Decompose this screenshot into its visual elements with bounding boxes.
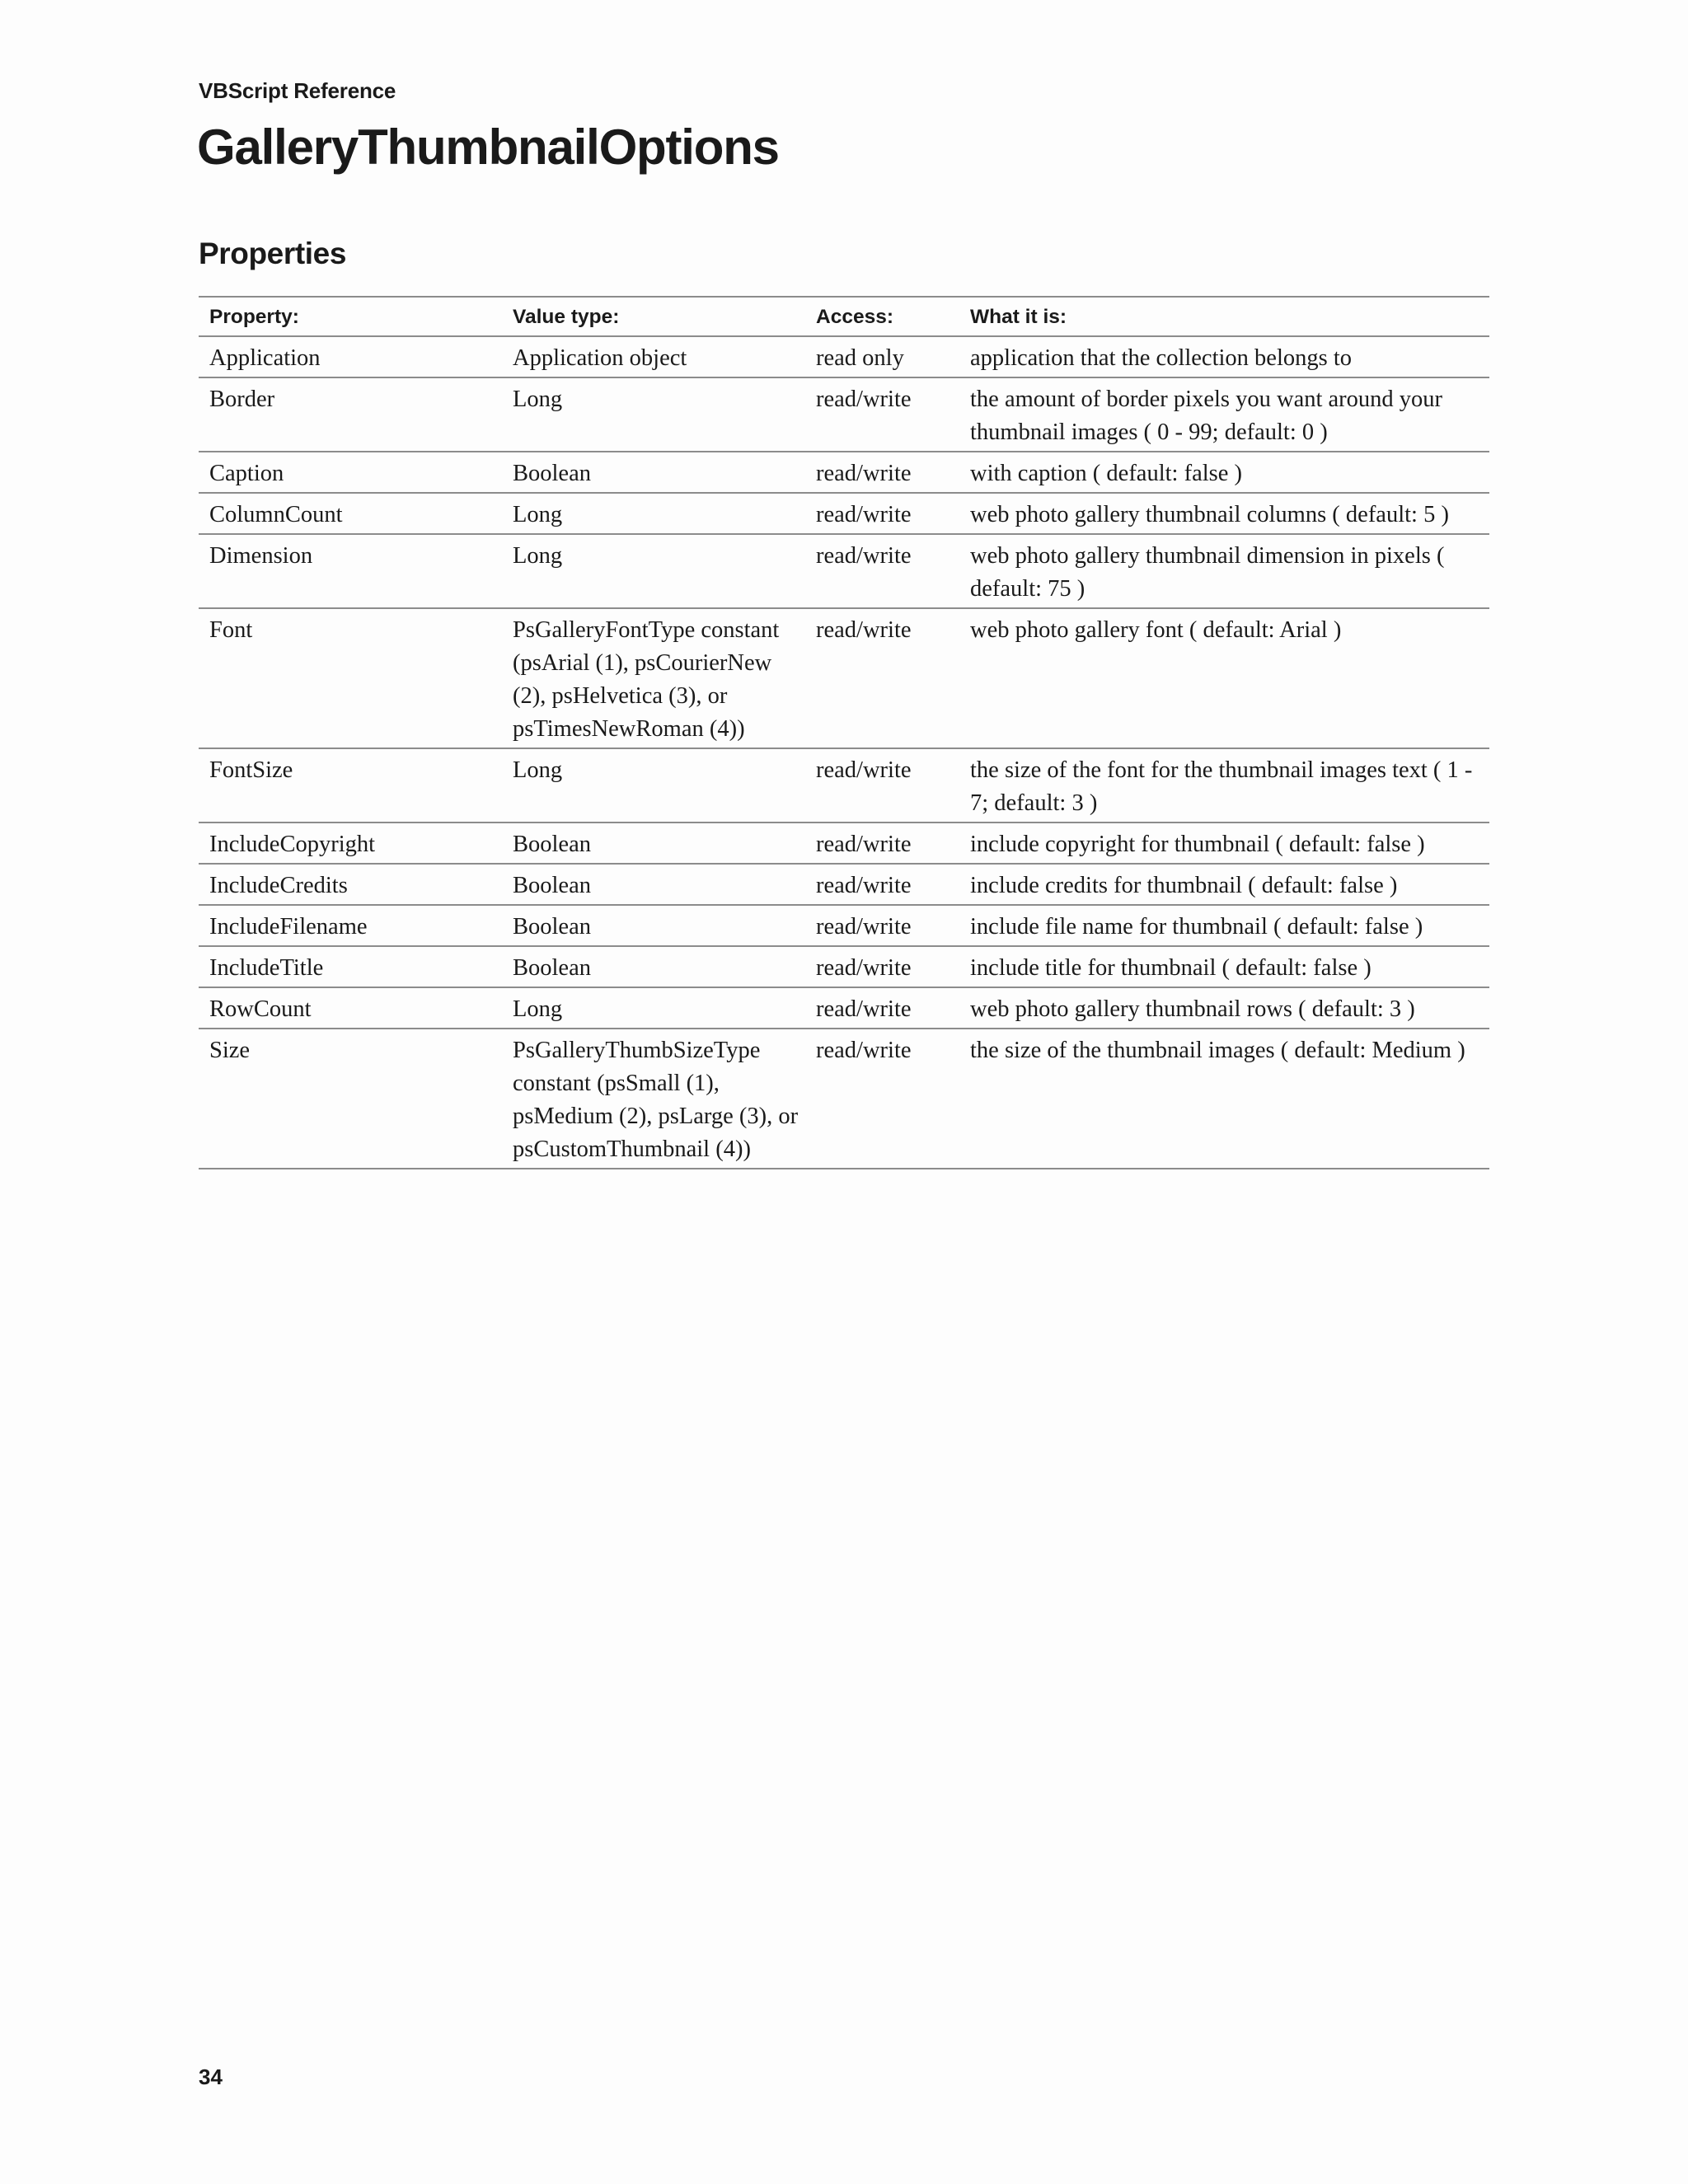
property-name-cell: RowCount: [199, 987, 502, 1029]
description-cell: include file name for thumbnail ( default: false ): [959, 905, 1489, 946]
table-row: [199, 377, 1489, 452]
column-header-access: Access:: [805, 297, 959, 336]
running-head: VBScript Reference: [199, 78, 396, 103]
property-name-cell: FontSize: [199, 748, 502, 823]
description-cell: the size of the thumbnail images ( default: Medium ): [959, 1029, 1489, 1169]
value-type-cell: PsGalleryThumbSizeType constant (psSmall (1), psMedium (2), psLarge (3), or psCustomThumbnail (4)): [502, 1029, 805, 1169]
access-cell: read/write: [805, 905, 959, 946]
property-name-cell: IncludeTitle: [199, 946, 502, 987]
property-name-cell: Dimension: [199, 534, 502, 608]
description-cell: web photo gallery thumbnail columns ( default: 5 ): [959, 493, 1489, 534]
property-name-cell: Application: [199, 336, 502, 377]
description-cell: application that the collection belongs to: [959, 336, 1489, 377]
value-type-cell: Application object: [502, 336, 805, 377]
table-row: [199, 452, 1489, 493]
access-cell: read/write: [805, 1029, 959, 1169]
value-type-cell: Long: [502, 377, 805, 452]
property-name-cell: ColumnCount: [199, 493, 502, 534]
property-name-cell: IncludeCredits: [199, 864, 502, 905]
value-type-cell: Long: [502, 987, 805, 1029]
access-cell: read/write: [805, 608, 959, 748]
page-title: GalleryThumbnailOptions: [197, 120, 779, 175]
column-header-value-type: Value type:: [502, 297, 805, 336]
table-row: [199, 905, 1489, 946]
table-row: [199, 336, 1489, 377]
property-name-cell: Font: [199, 608, 502, 748]
description-cell: include credits for thumbnail ( default: false ): [959, 864, 1489, 905]
table-row: [199, 864, 1489, 905]
page-number: 34: [199, 2064, 223, 2089]
description-cell: the amount of border pixels you want around your thumbnail images ( 0 - 99; default: 0 ): [959, 377, 1489, 452]
description-cell: web photo gallery thumbnail dimension in pixels ( default: 75 ): [959, 534, 1489, 608]
properties-table: [199, 296, 1489, 1169]
value-type-cell: Long: [502, 748, 805, 823]
value-type-cell: Long: [502, 534, 805, 608]
value-type-cell: Boolean: [502, 905, 805, 946]
access-cell: read/write: [805, 987, 959, 1029]
access-cell: read/write: [805, 493, 959, 534]
table-row: [199, 946, 1489, 987]
column-header-property: Property:: [199, 297, 502, 336]
value-type-cell: Boolean: [502, 823, 805, 864]
access-cell: read/write: [805, 534, 959, 608]
access-cell: read/write: [805, 748, 959, 823]
access-cell: read/write: [805, 864, 959, 905]
property-name-cell: Caption: [199, 452, 502, 493]
table-row: [199, 823, 1489, 864]
value-type-cell: Boolean: [502, 946, 805, 987]
table-row: [199, 1029, 1489, 1169]
value-type-cell: Boolean: [502, 864, 805, 905]
property-name-cell: Size: [199, 1029, 502, 1169]
table-row: [199, 534, 1489, 608]
description-cell: with caption ( default: false ): [959, 452, 1489, 493]
column-header-what-it-is: What it is:: [959, 297, 1489, 336]
property-name-cell: IncludeCopyright: [199, 823, 502, 864]
property-name-cell: IncludeFilename: [199, 905, 502, 946]
table-row: [199, 748, 1489, 823]
access-cell: read only: [805, 336, 959, 377]
value-type-cell: Boolean: [502, 452, 805, 493]
value-type-cell: PsGalleryFontType constant (psArial (1), psCourierNew (2), psHelvetica (3), or psTimesNewRoman (4)): [502, 608, 805, 748]
table-row: [199, 608, 1489, 748]
value-type-cell: Long: [502, 493, 805, 534]
table-row: [199, 987, 1489, 1029]
access-cell: read/write: [805, 823, 959, 864]
access-cell: read/write: [805, 452, 959, 493]
section-heading: Properties: [199, 237, 347, 270]
access-cell: read/write: [805, 946, 959, 987]
access-cell: read/write: [805, 377, 959, 452]
description-cell: web photo gallery font ( default: Arial ): [959, 608, 1489, 748]
property-name-cell: Border: [199, 377, 502, 452]
table-header-row: [199, 297, 1489, 336]
description-cell: include title for thumbnail ( default: false ): [959, 946, 1489, 987]
description-cell: the size of the font for the thumbnail images text ( 1 - 7; default: 3 ): [959, 748, 1489, 823]
description-cell: include copyright for thumbnail ( default: false ): [959, 823, 1489, 864]
description-cell: web photo gallery thumbnail rows ( default: 3 ): [959, 987, 1489, 1029]
table-row: [199, 493, 1489, 534]
